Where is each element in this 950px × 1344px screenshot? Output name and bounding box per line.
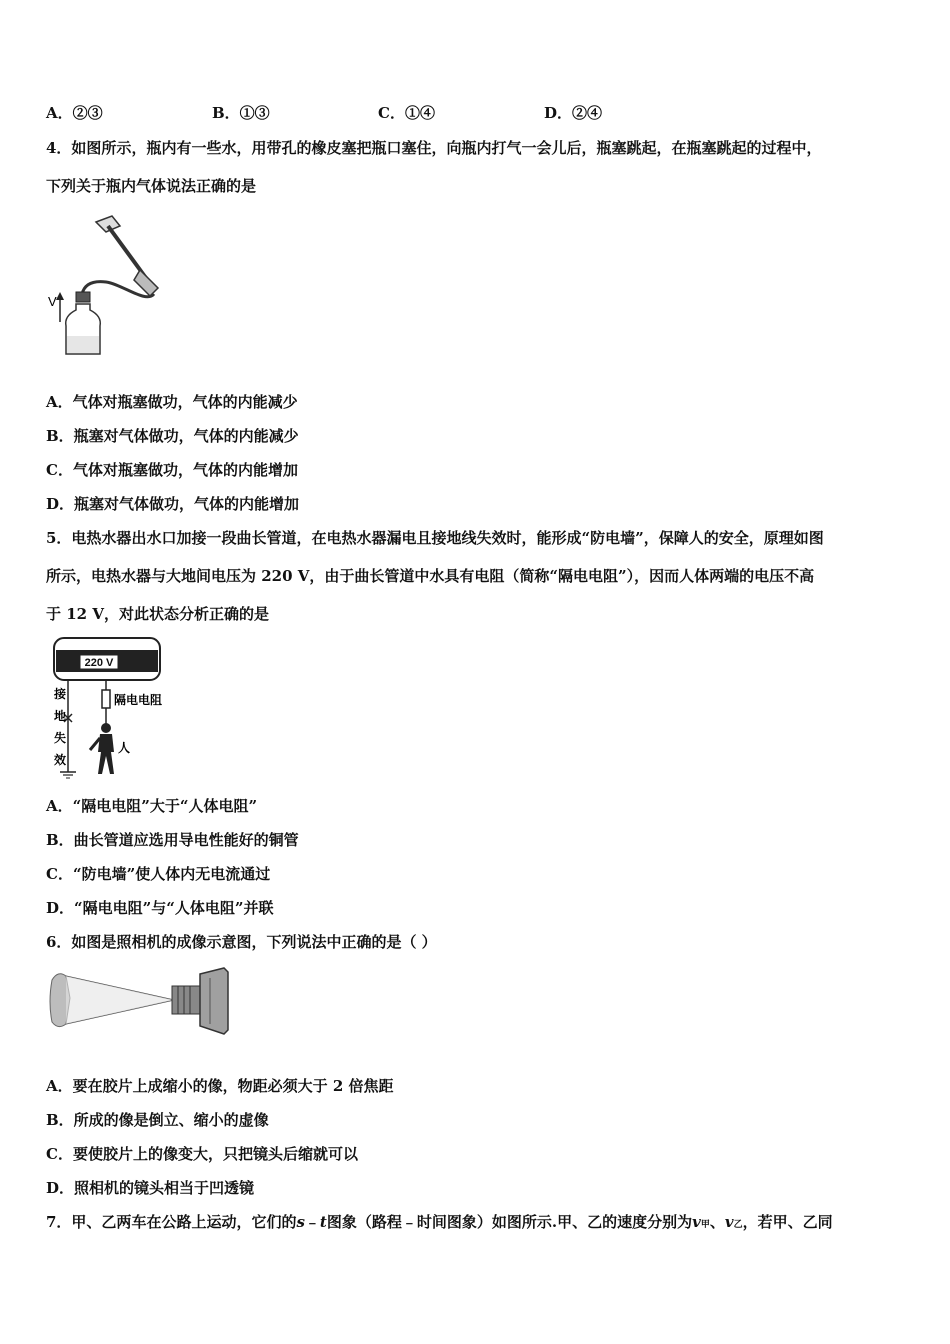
person-legs xyxy=(98,752,114,774)
person-body xyxy=(98,734,114,752)
ray-cone xyxy=(66,976,174,1024)
q7-var-t: t xyxy=(319,1213,327,1231)
q7-stem xyxy=(46,1212,833,1235)
q6-option-d: D．照相机的镜头相当于凹透镜 xyxy=(46,1179,255,1197)
q5-stem-line2: 所示，电热水器与大地间电压为 220 V，由于曲长管道中水具有电阻（简称“隔电电阻”），因而人体两端的电压不高 xyxy=(46,567,815,585)
q4-option-d: D．瓶塞对气体做功，气体的内能增加 xyxy=(46,495,300,513)
q5-option-d: D．“隔电电阻”与“人体电阻”并联 xyxy=(46,899,274,917)
person-label: 人 xyxy=(118,741,131,755)
pump-bottle-figure xyxy=(46,208,176,358)
ground-char-3: 失 xyxy=(54,731,67,745)
q4-option-a: A．气体对瓶塞做功，气体的内能减少 xyxy=(46,393,298,411)
q7-dash: ﹣ xyxy=(304,1213,320,1231)
ground-char-2: 地 xyxy=(54,709,67,723)
voltage-label: 220 V xyxy=(84,657,114,669)
q7-text-2: 图象（路程﹣时间图象）如图所示.甲、乙的速度分别为 xyxy=(326,1213,693,1231)
q7-text-3: ，若甲、乙同 xyxy=(742,1213,833,1231)
ground-char-4: 效 xyxy=(54,753,67,767)
q7-sub-jia: 甲 xyxy=(700,1220,710,1230)
q7-v1: v xyxy=(692,1213,701,1231)
q7-text-1: 7．甲、乙两车在公路上运动，它们的 xyxy=(46,1213,297,1231)
q4-option-c: C．气体对瓶塞做功，气体的内能增加 xyxy=(46,461,298,479)
q6-option-a: A．要在胶片上成缩小的像，物距必须大于 2 倍焦距 xyxy=(46,1077,394,1095)
camera-figure xyxy=(44,964,234,1036)
q4-option-b: B．瓶塞对气体做功，气体的内能减少 xyxy=(46,427,299,445)
q7-v2: v xyxy=(724,1213,734,1231)
person-head xyxy=(101,723,111,733)
q5-option-b: B．曲长管道应选用导电性能好的铜管 xyxy=(46,831,299,849)
q5-stem-line1: 5．电热水器出水口加接一段曲长管道，在电热水器漏电且接地线失效时，能形成“防电墙”，保障人的安全，原理如图 xyxy=(46,529,824,547)
arrow-head xyxy=(56,292,64,300)
option-a-prev: A．②③ xyxy=(46,104,103,122)
option-b-prev: B．①③ xyxy=(212,104,270,122)
q5-option-a: A．“隔电电阻”大于“人体电阻” xyxy=(46,797,258,815)
q4-stem-line2: 下列关于瓶内气体说法正确的是 xyxy=(46,177,257,195)
pump-barrel xyxy=(134,270,158,296)
q5-option-c: C．“防电墙”使人体内无电流通过 xyxy=(46,865,271,883)
resistor-label: 隔电电阻 xyxy=(114,693,163,707)
isolation-resistor xyxy=(102,690,110,708)
q7-sub-yi: 乙 xyxy=(733,1220,743,1230)
q7-sep: 、 xyxy=(709,1213,725,1231)
q5-stem-line3: 于 12 V，对此状态分析正确的是 xyxy=(46,605,269,623)
q4-stem-line1: 4．如图所示，瓶内有一些水，用带孔的橡皮塞把瓶口塞住，向瓶内打气一会儿后，瓶塞跳起，在瓶塞跳起的过程中， xyxy=(46,139,822,157)
q7-var-s: s xyxy=(296,1213,305,1231)
option-c-prev: C．①④ xyxy=(378,104,435,122)
lens-barrel xyxy=(172,986,200,1014)
camera-body xyxy=(200,968,228,1034)
option-d-prev: D．②④ xyxy=(544,104,603,122)
pump-handle xyxy=(96,216,120,232)
ground-char-1: 接 xyxy=(54,687,67,701)
bottle-stopper xyxy=(76,292,90,302)
bottle-water xyxy=(67,336,99,353)
q6-stem: 6．如图是照相机的成像示意图，下列说法中正确的是（ ） xyxy=(46,933,437,951)
q6-option-c: C．要使胶片上的像变大，只把镜头后缩就可以 xyxy=(46,1145,358,1163)
velocity-label: V xyxy=(48,294,57,309)
q6-option-b: B．所成的像是倒立、缩小的虚像 xyxy=(46,1111,269,1129)
water-heater-figure xyxy=(44,634,184,780)
